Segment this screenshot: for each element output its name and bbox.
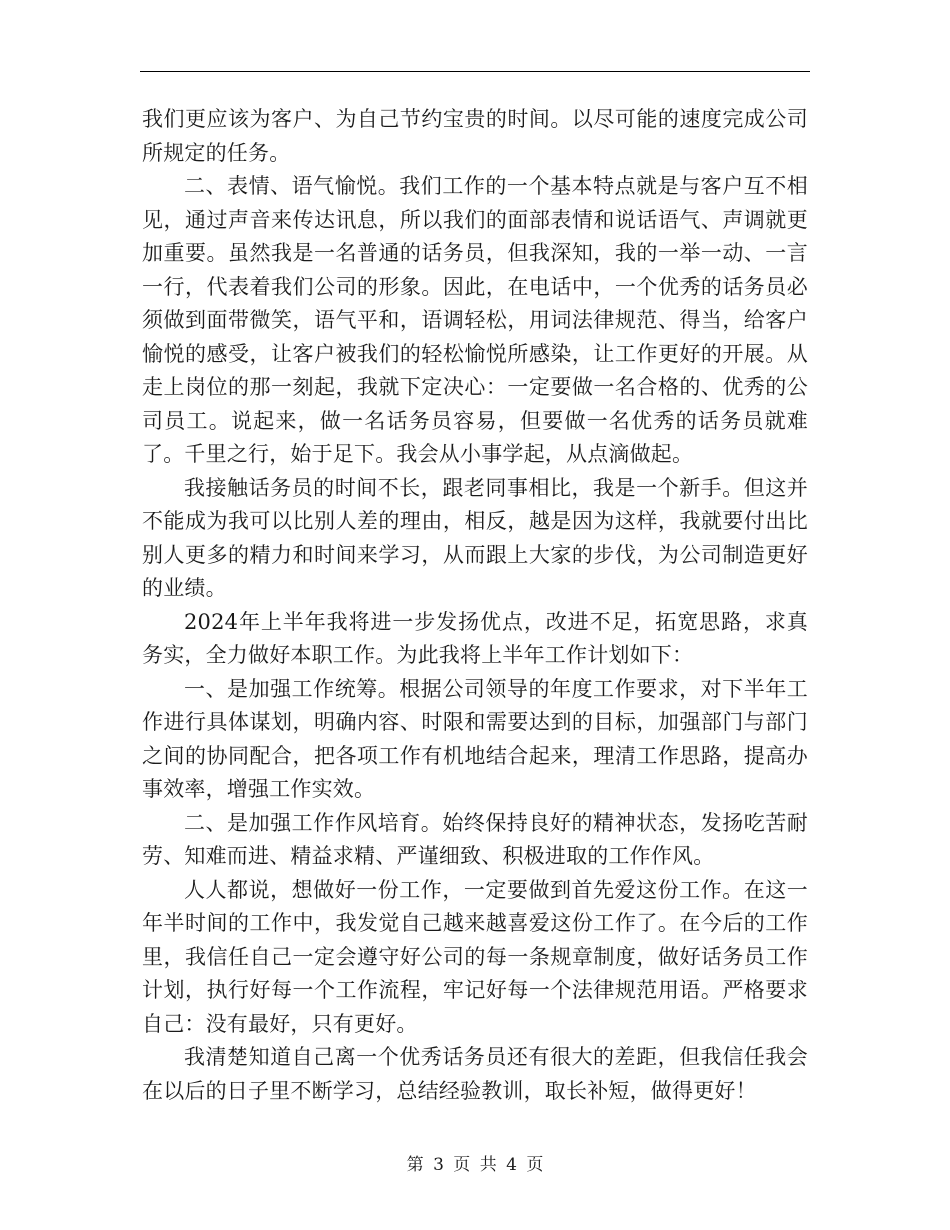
paragraph-plan-item-2: 二、是加强工作作风培育。始终保持良好的精神状态，发扬吃苦耐劳、知难而进、精益求精、严谨细致、积极进取的工作作风。 [142, 810, 808, 868]
page-footer: 第 3 页 共 4 页 [406, 1155, 544, 1175]
paragraph-newcomer: 我接触话务员的时间不长，跟老同事相比，我是一个新手。但这并不能成为我可以比别人差的理由，相反，越是因为这样，我就要付出比别人更多的精力和时间来学习，从而跟上大家的步伐，为公司制造更好的业绩。 [142, 475, 808, 600]
document-body [142, 103, 808, 1108]
paragraph-expression-tone: 二、表情、语气愉悦。我们工作的一个基本特点就是与客户互不相见，通过声音来传达讯息，所以我们的面部表情和说话语气、声调就更加重要。虽然我是一名普通的话务员，但我深知，我的一举一动、一言一行，代表着我们公司的形象。因此，在电话中，一个优秀的话务员必须做到面带微笑，语气平和，语调轻松，用词法律规范、得当，给客户愉悦的感受，让客户被我们的轻松愉悦所感染，让工作更好的开展。从走上岗位的那一刻起，我就下定决心：一定要做一名合格的、优秀的公司员工。说起来，做一名话务员容易，但要做一名优秀的话务员就难了。千里之行，始于足下。我会从小事学起，从点滴做起。 [142, 174, 808, 466]
paragraph-continuation: 我们更应该为客户、为自己节约宝贵的时间。以尽可能的速度完成公司所规定的任务。 [142, 107, 808, 165]
paragraph-love-work: 人人都说，想做好一份工作，一定要做到首先爱这份工作。在这一年半时间的工作中，我发觉自己越来越喜爱这份工作了。在今后的工作里，我信任自己一定会遵守好公司的每一条规章制度，做好话务员工作计划，执行好每一个工作流程，牢记好每一个法律规范用语。严格要求自己：没有最好，只有更好。 [142, 877, 808, 1036]
paragraph-plan-item-1: 一、是加强工作统筹。根据公司领导的年度工作要求，对下半年工作进行具体谋划，明确内容、时限和需要达到的目标，加强部门与部门之间的协同配合，把各项工作有机地结合起来，理清工作思路，提高办事效率，增强工作实效。 [142, 676, 808, 801]
paragraph-work-plan-intro: 2024年上半年我将进一步发扬优点，改进不足，拓宽思路，求真务实，全力做好本职工作。为此我将上半年工作计划如下： [142, 609, 808, 667]
paragraph-conclusion: 我清楚知道自己离一个优秀话务员还有很大的差距，但我信任我会在以后的日子里不断学习，总结经验教训，取长补短，做得更好！ [142, 1045, 808, 1103]
header-rule [140, 71, 810, 72]
